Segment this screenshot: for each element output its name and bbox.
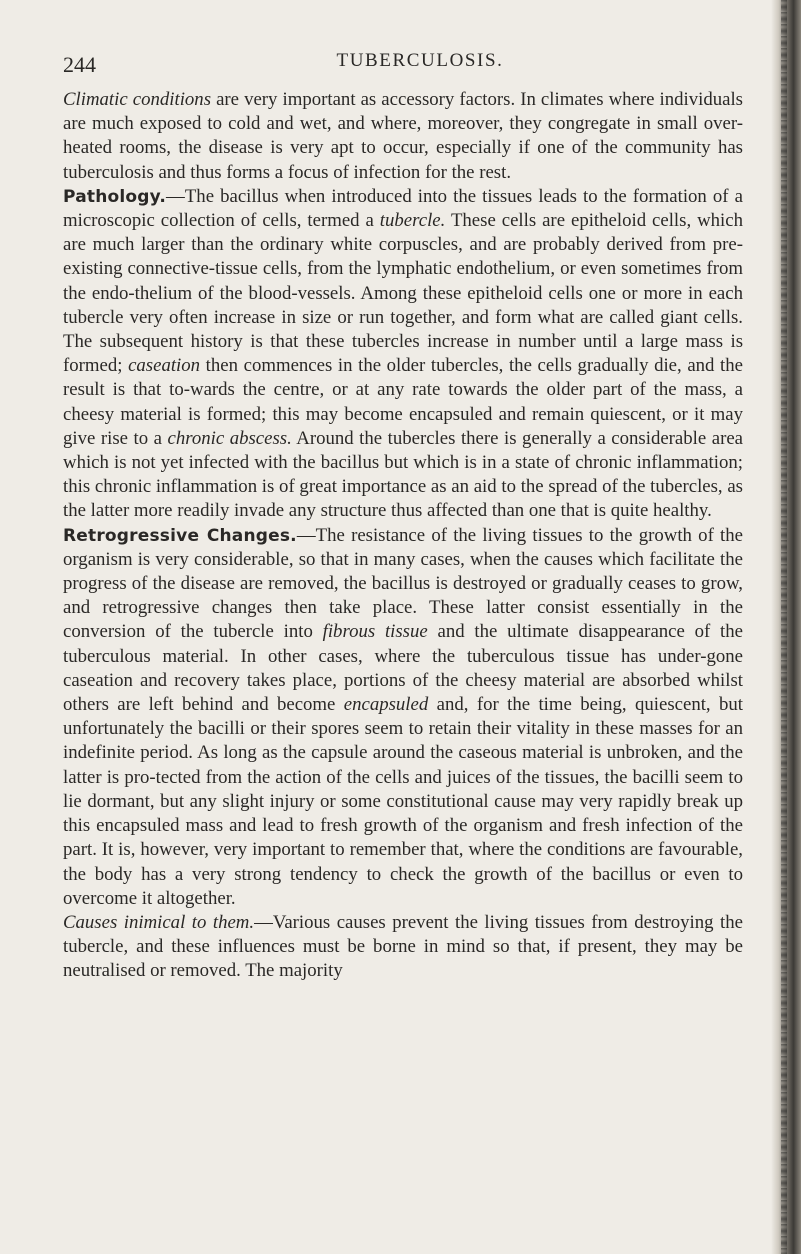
term-fibrous-tissue: fibrous tissue: [322, 621, 428, 643]
retrogressive-changes-heading: Retrogressive Changes.: [63, 525, 297, 546]
paragraph-climatic-conditions: [63, 88, 743, 185]
text-run: These cells are epitheloid cells, which are much larger than the ordinary white corpuscles, and are probably derived from pre-existing connective-tissue cells, from the lymphatic endothelium, or even sometimes from the endo-thelium of the blood-vessels. Among these epitheloid cells one or more in each tubercle very often increase in size or run together, and form what are called giant cells. The subsequent history is that these tubercles increase in number until a large mass is formed;: [63, 210, 743, 377]
running-head: [63, 50, 743, 82]
pathology-heading: Pathology.: [63, 186, 167, 207]
term-chronic-abscess: chronic abscess.: [167, 427, 292, 449]
term-caseation: caseation: [128, 355, 201, 377]
text-run: Around the tubercles there is generally a considerable area which is not yet infected with the bacillus but which is in a state of chronic inflammation; this chronic inflammation is of great importance as an aid to the spread of the tubercles, as the latter more readily invade any structure thus affected than one that is quite healthy.: [63, 427, 743, 522]
body-text: [63, 88, 743, 984]
running-title: TUBERCULOSIS.: [336, 50, 504, 71]
book-binding-edge: [771, 0, 801, 1254]
climatic-conditions-heading: Climatic conditions: [63, 89, 212, 110]
text-run: —The resistance of the living tissues to the growth of the organism is very considerable, so that in many cases, when the causes which facilitate the progress of the disease are removed, the bacillus is destroyed or gradually ceases to grow, and retrogressive changes then take place. These latter consist essentially in the conversion of the tubercle into: [63, 524, 743, 643]
paragraph-causes-inimical: [63, 911, 743, 984]
text-run: —The bacillus when introduced into the tissues leads to the formation of a microscopic collection of cells, termed a: [63, 185, 743, 232]
text-run: and the ultimate disappearance of the tuberculous material. In other cases, where the tuberculous tissue has under-gone caseation and recovery takes place, portions of the cheesy material are absorbed whilst others are left behind and become: [63, 621, 744, 716]
page-number: 244: [63, 52, 96, 77]
paragraph-retrogressive-changes: [63, 524, 743, 911]
term-tubercle: tubercle.: [379, 210, 446, 232]
text-run: and, for the time being, quiescent, but unfortunately the bacilli or their spores seem to retain their vitality in these masses for an indefinite period. As long as the capsule around the caseous material is unbroken, and the latter is pro-tected from the action of the cells and juices of the tissues, the bacilli seem to lie dormant, but any slight injury or some constitutional cause may very rapidly break up this encapsuled mass and lead to fresh growth of the organism and fresh infection of the part. It is, however, very important to remember that, where the conditions are favourable, the body has a very strong tendency to check the growth of the bacillus or even to overcome it altogether.: [63, 694, 743, 909]
text-run: are very important as accessory factors. In climates where individuals are much exposed to cold and wet, and where, moreover, they congregate in small over-heated rooms, the disease is very apt to occur, especially if one of the community has tuberculosis and thus forms a focus of infection for the rest.: [63, 89, 743, 183]
text-run: then commences in the older tubercles, the cells gradually die, and the result is that to-wards the centre, or at any rate towards the older part of the mass, a cheesy material is formed; this may become encapsuled and remain quiescent, or it may give rise to a: [63, 355, 743, 449]
term-encapsuled: encapsuled: [343, 694, 429, 716]
paragraph-pathology: [63, 185, 743, 524]
causes-inimical-heading: Causes inimical to them.: [63, 911, 255, 933]
text-run: —Various causes prevent the living tissues from destroying the tubercle, and these influences must be borne in mind so that, if present, they may be neutralised or removed. The majority: [63, 911, 743, 982]
